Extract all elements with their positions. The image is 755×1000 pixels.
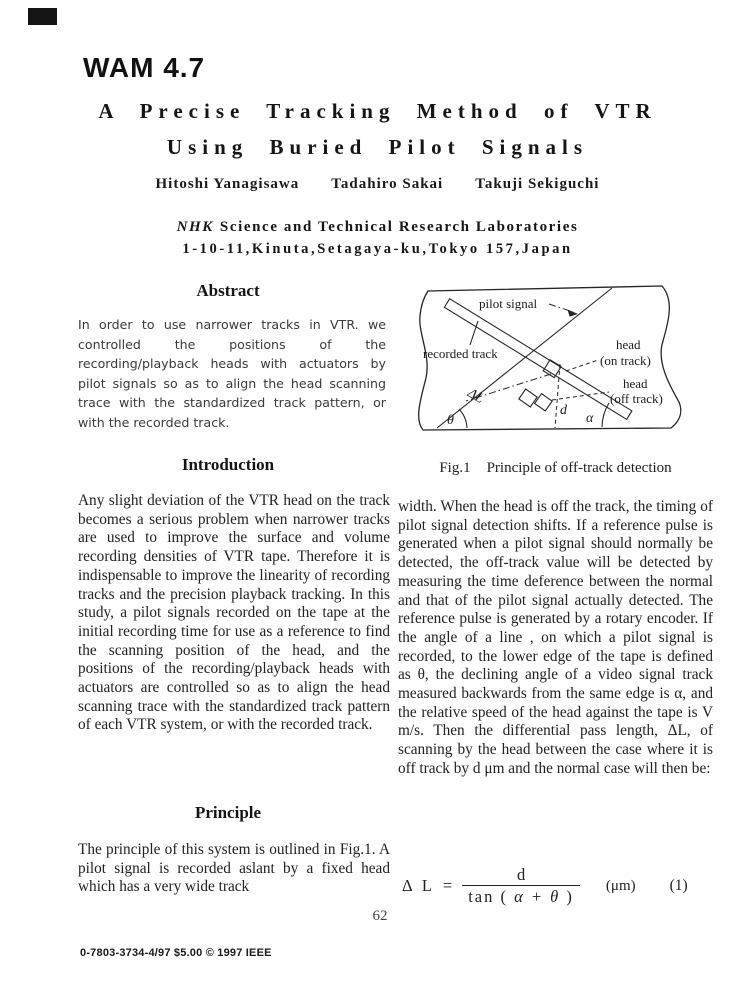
copyright-line: 0-7803-3734-4/97 $5.00 © 1997 IEEE [80, 947, 272, 959]
equation-lhs: Δ L [402, 876, 435, 896]
equation-denominator [462, 885, 580, 907]
equation-fraction [462, 866, 580, 907]
abstract-heading: Abstract [196, 281, 260, 300]
figure-off-track-diagram [398, 276, 716, 446]
recorded-track-pointer [470, 321, 478, 345]
theta-label: θ [447, 413, 454, 428]
recorded-track-label: recorded track [423, 346, 498, 361]
pilot-signal-label: pilot signal [479, 296, 538, 311]
denominator-prefix: tan ( [468, 886, 508, 906]
affiliation-org-name: Science and Technical Research Laboratories [219, 219, 579, 235]
head-off-track-label2: (off track) [610, 391, 663, 406]
affiliation-address: 1-10-11,Kinuta,Setagaya-ku,Tokyo 157,Japan [182, 241, 573, 257]
paper-title-line2: Using Buried Pilot Signals [166, 135, 589, 159]
affiliation-org-acronym: NHK [176, 219, 214, 235]
head-off-track-label: head [623, 376, 648, 391]
head-off-track-shape [535, 394, 553, 411]
equation-1 [402, 866, 713, 907]
equation-numerator: d [516, 865, 526, 884]
introduction-heading: Introduction [181, 455, 275, 474]
equation-unit: (μm) [605, 877, 636, 894]
affiliation-block [0, 216, 755, 260]
d-label: d [560, 403, 567, 418]
head-on-track-label: head [616, 337, 641, 352]
denominator-suffix: ) [566, 886, 574, 906]
author: Tadahiro Sakai [331, 176, 444, 192]
head-on-track-pointer [566, 360, 598, 371]
author-list [0, 176, 755, 193]
paper-title [0, 93, 755, 165]
head-on-track-label2: (on track) [600, 353, 651, 368]
theta-angle-arc [459, 409, 467, 428]
head-off-track-pointer [552, 392, 609, 400]
abstract-paragraph: In order to use narrower tracks in VTR. we controlled the positions of the recording/playback heads with actuators by pilot signals so as to align the head scanning trace with the standardized track pattern, or with the recorded track. [78, 317, 386, 430]
introduction-paragraph: Any slight deviation of the VTR head on the track becomes a serious problem when narrower tracks are used to improve the surface and volume recording densities of VTR tape. Therefore it is indispensable to improve the linearity of recording tracks and the precision playback tracking. In this study, a pilot signals recorded on the tape at the initial recording time for use as a reference to find the scanning position of the head, and the positions of the recording/playback heads with actuators are controlled so as to align the head scanning trace with the standardized track pattern of each VTR system, or with the recorded track. [78, 492, 390, 734]
pilot-signal-arrowhead [568, 310, 579, 317]
author: Takuji Sekiguchi [475, 176, 600, 192]
scan-artifact-mark [28, 8, 57, 25]
delta-l-label: ΔL [464, 385, 487, 407]
author: Hitoshi Yanagisawa [155, 176, 300, 192]
principle-heading: Principle [194, 803, 262, 822]
page-number: 62 [372, 908, 388, 924]
denominator-core: α + θ [514, 886, 561, 906]
equation-equals: = [442, 876, 453, 896]
right-column-paragraph: width. When the head is off the track, the timing of pilot signal detection shifts. If a reference pulse is generated when a pilot signal should normally be detected, the off-track value will be detected by measuring the time deference between the normal and that of the pilot signal actually detected. The reference pulse is generated by a rotary encoder. If the angle of a line , on which a pilot signal is recorded, to the lower edge of the tape is defined as θ, the declining angle of a video signal track measured backwards from the same edge is α, and the relative speed of the head against the tape is V m/s. Then the differential pass length, ΔL, of scanning by the head between the case where it is off track by d μm and the normal case will then be: [398, 498, 713, 777]
figure-caption [398, 460, 713, 477]
figure-caption-label: Fig.1 [439, 460, 471, 476]
d-measure-line [555, 364, 560, 428]
figure-caption-text: Principle of off-track detection [486, 460, 672, 476]
principle-paragraph: The principle of this system is outlined in Fig.1. A pilot signal is recorded aslant by a fixed head which has a very wide track [78, 841, 390, 896]
affiliation-org [0, 216, 755, 238]
head-off-track-shape [519, 389, 537, 407]
alpha-label: α [586, 411, 594, 426]
paper-title-line1: A Precise Tracking Method of VTR [98, 99, 657, 123]
equation-number: (1) [669, 877, 688, 895]
session-code: WAM 4.7 [83, 52, 206, 83]
